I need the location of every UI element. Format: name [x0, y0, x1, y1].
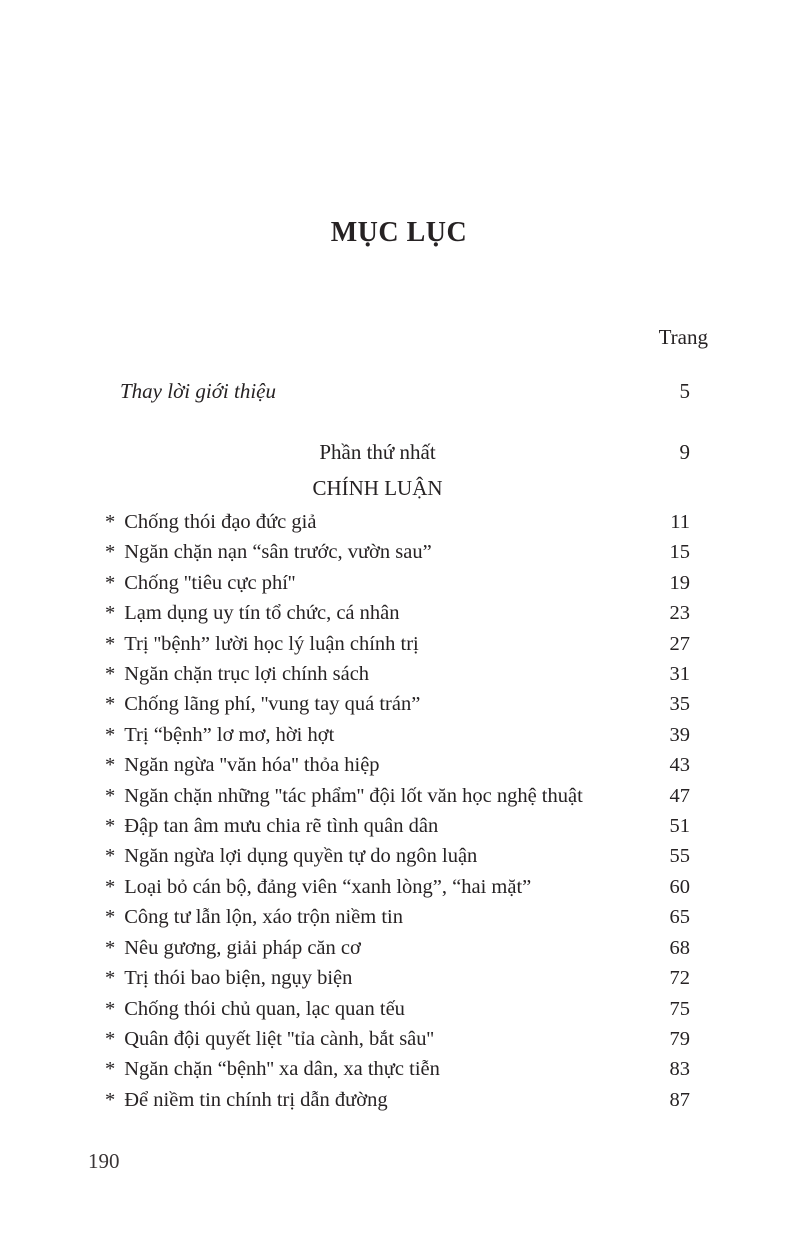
entry-page: 55 — [669, 845, 690, 868]
toc-entry-row — [0, 872, 798, 902]
entry-page: 60 — [669, 875, 690, 898]
toc-entry-row — [0, 537, 798, 567]
entry-label: Ngăn chặn những ''tác phẩm'' đội lốt văn học nghệ thuật — [124, 784, 583, 807]
entry-bullet: * — [105, 845, 116, 868]
toc-entry-row — [0, 811, 798, 841]
entry-page: 83 — [669, 1058, 690, 1081]
entry-label: Lạm dụng uy tín tổ chức, cá nhân — [124, 602, 400, 625]
entry-page: 87 — [669, 1088, 690, 1111]
entry-page: 35 — [669, 693, 690, 716]
entry-page: 15 — [669, 541, 690, 564]
toc-entry-row — [0, 933, 798, 963]
entry-page: 23 — [669, 602, 690, 625]
entry-bullet: * — [105, 632, 116, 655]
entry-page: 65 — [669, 906, 690, 929]
entry-page: 11 — [670, 511, 690, 533]
entry-bullet: * — [105, 511, 116, 533]
toc-entry-row — [0, 1054, 798, 1084]
section-heading: CHÍNH LUẬN — [312, 476, 443, 500]
entry-page: 72 — [669, 967, 690, 990]
entry-bullet: * — [105, 815, 116, 838]
entry-label: Đập tan âm mưu chia rẽ tình quân dân — [124, 815, 439, 838]
entry-label: Chống ''tiêu cực phí'' — [124, 571, 296, 594]
entry-label: Ngăn chặn nạn “sân trước, vườn sau” — [124, 541, 432, 564]
entry-label: Chống lãng phí, ''vung tay quá trán” — [124, 693, 421, 716]
entry-bullet: * — [105, 754, 116, 777]
part-title: Phần thứ nhất — [319, 440, 436, 464]
toc-entry-row — [0, 689, 798, 719]
toc-entry-row — [0, 994, 798, 1024]
intro-entry — [120, 378, 690, 404]
entry-bullet: * — [105, 571, 116, 594]
entry-label: Ngăn chặn “bệnh'' xa dân, xa thực tiễn — [124, 1058, 440, 1081]
entry-label: Để niềm tin chính trị dẫn đường — [124, 1088, 388, 1111]
entry-label: Ngăn ngừa ''văn hóa'' thỏa hiệp — [124, 754, 380, 777]
entry-label: Ngăn chặn trục lợi chính sách — [124, 663, 370, 686]
entry-label: Trị thói bao biện, ngụy biện — [124, 967, 353, 990]
entry-page: 75 — [669, 997, 690, 1020]
toc-entry-row — [0, 750, 798, 780]
toc-entry-row — [0, 902, 798, 932]
entry-page: 19 — [669, 571, 690, 594]
entry-bullet: * — [105, 663, 116, 686]
toc-entry-row — [0, 841, 798, 871]
entry-bullet: * — [105, 693, 116, 716]
toc-entry-row — [0, 781, 798, 811]
part-page-number: 9 — [679, 440, 690, 464]
folio-page-number: 190 — [88, 1149, 120, 1173]
entry-bullet: * — [105, 541, 116, 564]
entry-label: Nêu gương, giải pháp căn cơ — [124, 936, 361, 959]
entry-page: 68 — [669, 936, 690, 959]
toc-entry-row — [0, 568, 798, 598]
intro-entry-page: 5 — [679, 379, 690, 403]
entry-label: Trị “bệnh” lơ mơ, hời hợt — [124, 723, 335, 746]
toc-entry-row — [0, 963, 798, 993]
entry-bullet: * — [105, 1088, 116, 1111]
entry-bullet: * — [105, 602, 116, 625]
page-column-header: Trang — [658, 325, 708, 349]
entry-bullet: * — [105, 784, 116, 807]
page-title: MỤC LỤC — [330, 217, 468, 248]
entry-label: Chống thói chủ quan, lạc quan tếu — [124, 997, 405, 1020]
entry-bullet: * — [105, 1027, 116, 1050]
toc-entry-row — [0, 629, 798, 659]
entry-bullet: * — [105, 875, 116, 898]
entry-page: 51 — [669, 815, 690, 838]
entry-bullet: * — [105, 936, 116, 959]
toc-entry-row — [0, 1085, 798, 1115]
entry-label: Trị ''bệnh” lười học lý luận chính trị — [124, 632, 419, 655]
entry-label: Ngăn ngừa lợi dụng quyền tự do ngôn luận — [124, 845, 478, 868]
toc-entry-row — [0, 507, 798, 537]
toc-entry-row — [0, 1024, 798, 1054]
entry-page: 39 — [669, 723, 690, 746]
entry-page: 47 — [669, 784, 690, 807]
entry-label: Loại bỏ cán bộ, đảng viên “xanh lòng”, “hai mặt” — [124, 875, 532, 898]
entry-bullet: * — [105, 906, 116, 929]
entry-page: 27 — [669, 632, 690, 655]
toc-list — [0, 507, 798, 1115]
entry-bullet: * — [105, 723, 116, 746]
entry-label: Chống thói đạo đức giả — [124, 511, 317, 533]
entry-page: 79 — [669, 1027, 690, 1050]
entry-label: Công tư lẫn lộn, xáo trộn niềm tin — [124, 906, 403, 929]
entry-page: 31 — [669, 663, 690, 686]
toc-entry-row — [0, 598, 798, 628]
entry-bullet: * — [105, 1058, 116, 1081]
entry-page: 43 — [669, 754, 690, 777]
entry-label: Quân đội quyết liệt ''tỉa cành, bắt sâu'' — [124, 1027, 434, 1050]
part-heading-row — [0, 437, 798, 467]
entry-bullet: * — [105, 967, 116, 990]
toc-entry-row — [0, 659, 798, 689]
entry-bullet: * — [105, 997, 116, 1020]
intro-entry-label: Thay lời giới thiệu — [120, 379, 276, 403]
toc-entry-row — [0, 720, 798, 750]
